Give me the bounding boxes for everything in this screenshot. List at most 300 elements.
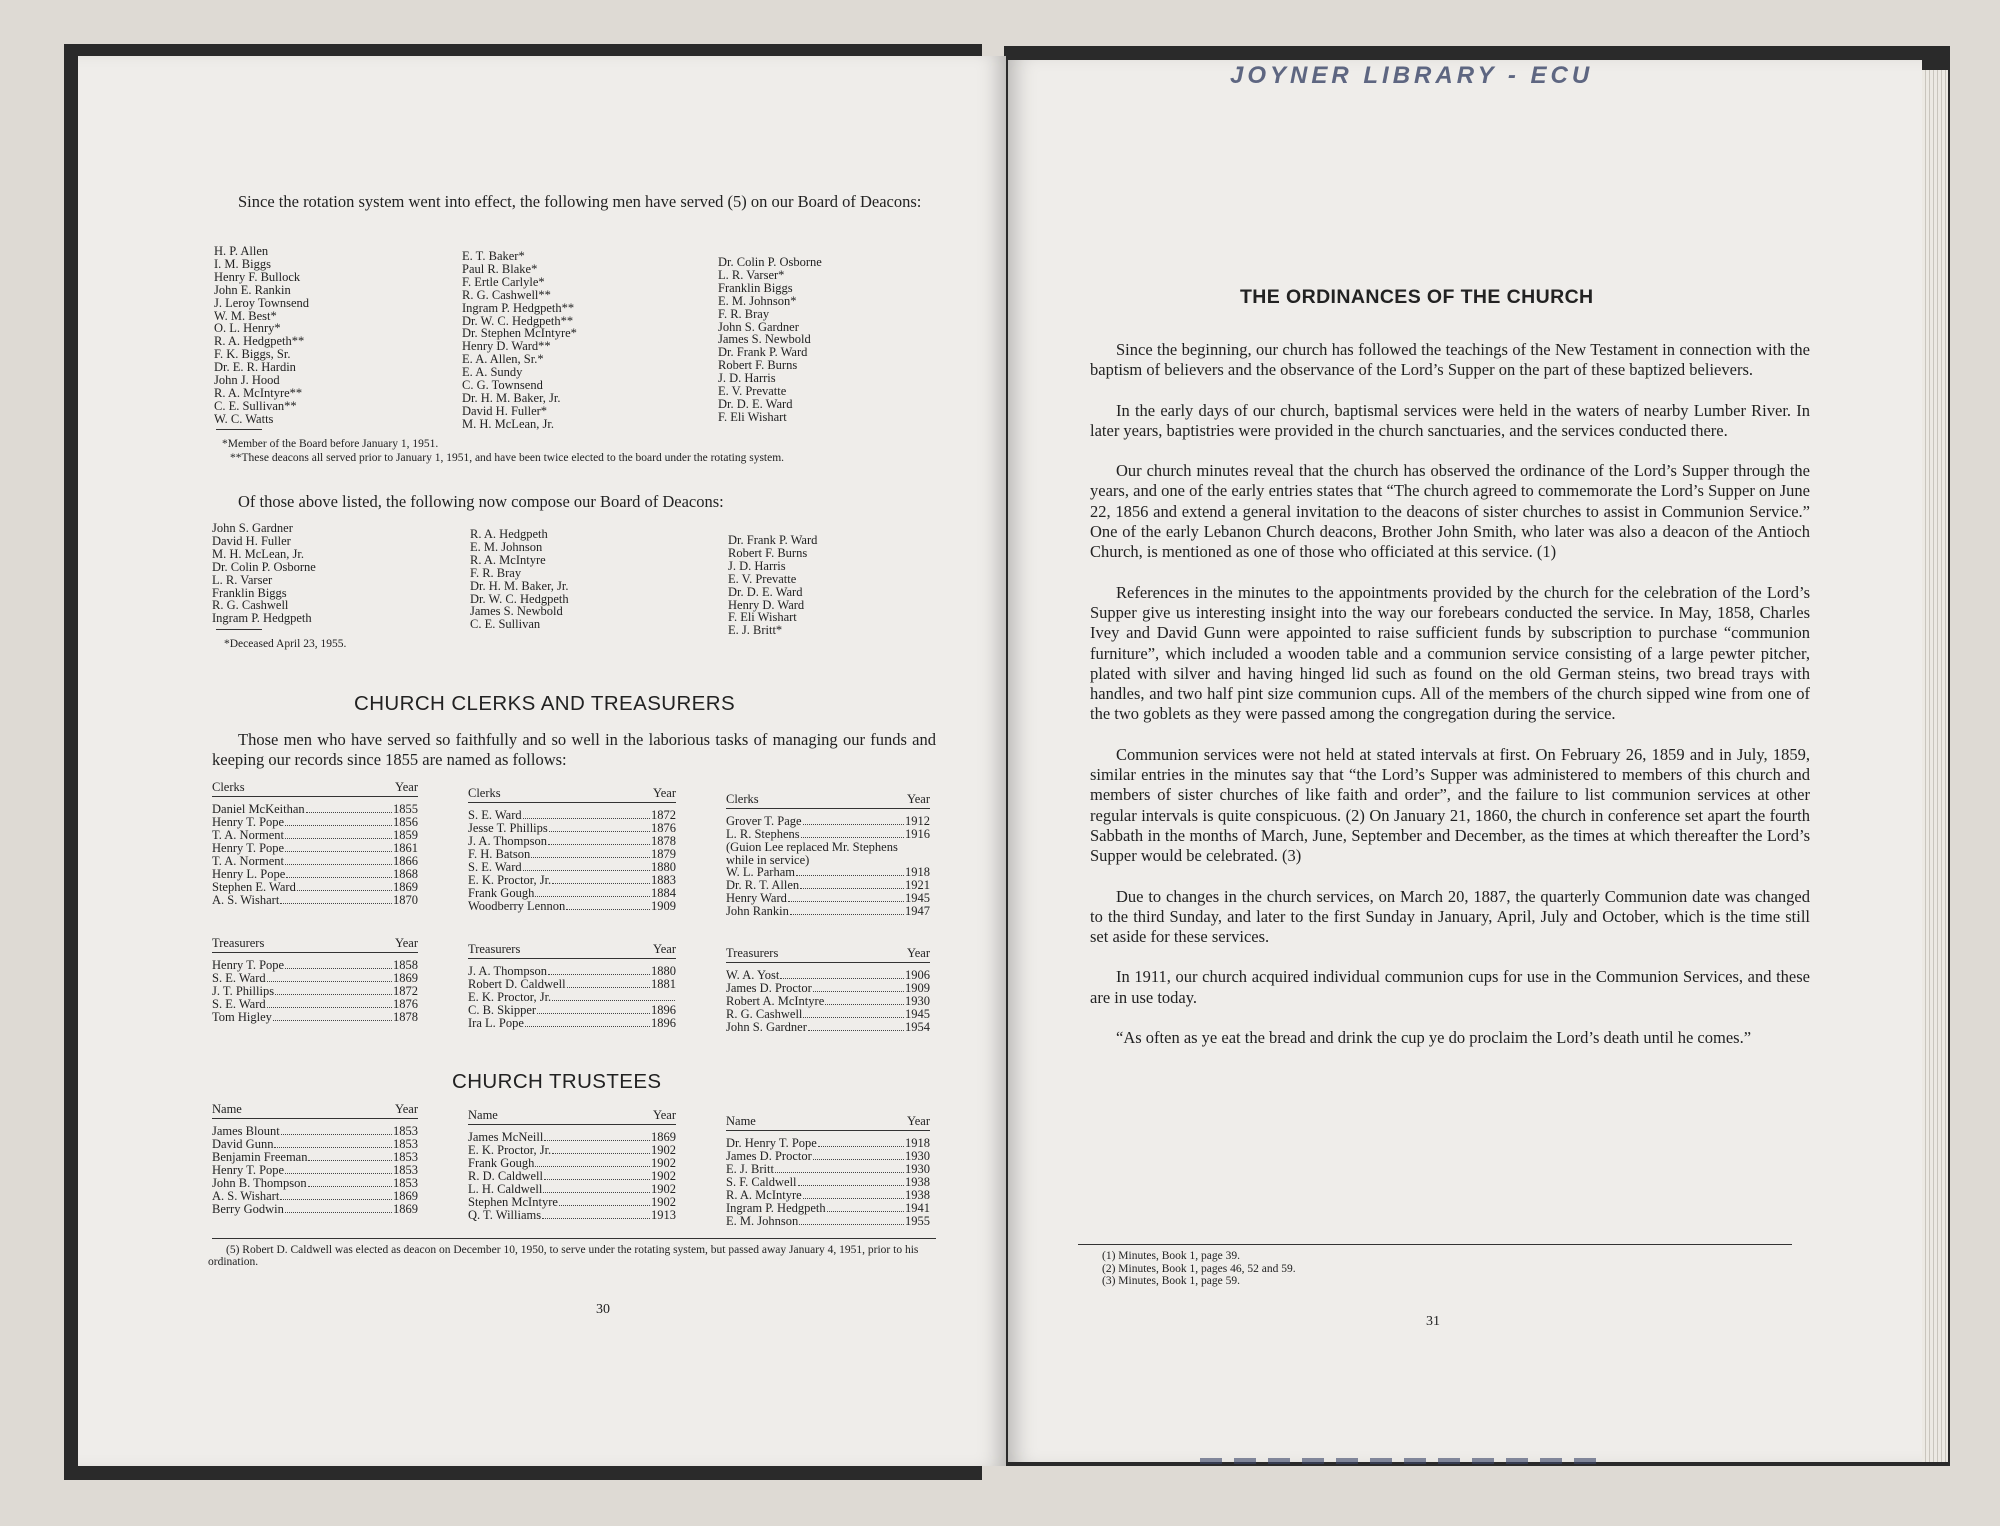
row-year: 1880 — [651, 860, 676, 874]
dot-leader — [275, 994, 392, 995]
row-name: John B. Thompson — [212, 1176, 307, 1190]
header-label: Name — [212, 1102, 242, 1116]
dot-leader — [544, 1179, 650, 1180]
name-entry: R. A. McIntyre — [470, 552, 546, 567]
dot-leader — [297, 890, 392, 891]
row-year: 1902 — [651, 1169, 676, 1183]
table-row — [468, 1017, 676, 1030]
name-entry: James S. Newbold — [718, 332, 811, 347]
dot-leader — [285, 825, 392, 826]
dot-leader — [267, 1007, 392, 1008]
dot-leader — [559, 1205, 650, 1206]
name-entry: E. J. Britt* — [728, 623, 783, 638]
header-label: Clerks — [726, 792, 759, 806]
table-row — [212, 1203, 418, 1216]
header-label: Name — [468, 1108, 498, 1122]
row-name: R. D. Caldwell — [468, 1169, 543, 1183]
dot-leader — [790, 914, 904, 915]
deacons-col-3 — [718, 256, 822, 424]
row-name: Henry T. Pope — [212, 815, 285, 829]
row-year: 1902 — [651, 1195, 676, 1209]
footnote-1: (1) Minutes, Book 1, page 39. — [1102, 1250, 1240, 1262]
name-entry: David H. Fuller — [212, 533, 291, 548]
row-name: Henry Ward — [726, 891, 787, 906]
row-year: 1902 — [651, 1143, 676, 1157]
row-name: Frank Gough — [468, 886, 535, 900]
row-name: Berry Godwin — [212, 1202, 284, 1216]
row-year: 1869 — [393, 971, 418, 985]
row-name: S. E. Ward — [212, 997, 266, 1011]
row-name: W. L. Parham — [726, 865, 795, 880]
row-name: E. K. Proctor, Jr. — [468, 990, 552, 1004]
row-name: E. M. Johnson — [726, 1214, 799, 1228]
row-year: 1941 — [905, 1201, 930, 1215]
header-label: Treasurers — [212, 936, 265, 950]
table-row — [468, 900, 676, 913]
dot-leader — [552, 1000, 675, 1001]
name-entry: Franklin Biggs — [718, 280, 793, 295]
row-year: 1930 — [905, 1149, 930, 1163]
name-entry: Dr. H. M. Baker, Jr. — [470, 578, 569, 593]
table-header — [726, 946, 930, 963]
table-header — [468, 942, 676, 959]
dot-leader — [549, 831, 650, 832]
row-year: 1955 — [905, 1214, 930, 1228]
name-entry: Dr. Frank P. Ward — [718, 345, 808, 360]
row-name: James D. Proctor — [726, 1149, 812, 1163]
footnote-caldwell: (5) Robert D. Caldwell was elected as deacon on December 10, 1950, to serve under the rotating system, but passed away January 4, 1951, prior to his ordination. — [208, 1244, 919, 1268]
name-entry: Paul R. Blake* — [462, 261, 538, 276]
row-name: David Gunn — [212, 1137, 274, 1151]
row-name: Stephen McIntyre — [468, 1195, 558, 1209]
row-year: 1912 — [905, 814, 930, 828]
name-entry: E. A. Allen, Sr.* — [462, 352, 544, 367]
name-entry: L. R. Varser* — [718, 267, 785, 282]
row-year: 1918 — [905, 1136, 930, 1150]
row-name: James McNeill — [468, 1130, 544, 1144]
row-year: 1856 — [393, 815, 418, 829]
dot-leader — [523, 870, 650, 871]
name-entry: E. V. Prevatte — [718, 384, 787, 399]
dot-leader — [286, 877, 392, 878]
table-row — [726, 1021, 930, 1034]
row-name: C. B. Skipper — [468, 1003, 537, 1017]
dot-leader — [535, 1166, 650, 1167]
trustees-table-2 — [468, 1108, 676, 1222]
table-note: (Guion Lee replaced Mr. Stephens while in service) — [726, 840, 898, 867]
name-entry: Ingram P. Hedgpeth** — [462, 300, 575, 315]
row-year: 1902 — [651, 1182, 676, 1196]
row-name: S. E. Ward — [212, 971, 266, 985]
table-row — [212, 1011, 418, 1024]
row-name: E. J. Britt — [726, 1162, 774, 1176]
trustees-table-3 — [726, 1114, 930, 1228]
row-name: T. A. Norment — [212, 854, 284, 868]
header-year: Year — [906, 792, 930, 806]
notes-rule — [216, 429, 262, 430]
header-label: Name — [726, 1114, 756, 1128]
row-name: Henry T. Pope — [212, 1163, 285, 1177]
name-entry: F. Eli Wishart — [728, 610, 797, 625]
row-name: Ira L. Pope — [468, 1016, 524, 1030]
row-name: Robert D. Caldwell — [468, 977, 566, 991]
name-entry: M. H. McLean, Jr. — [212, 546, 304, 561]
dot-leader — [803, 1198, 904, 1199]
paragraph-8: “As often as ye eat the bread and drink the cup ye do proclaim the Lord’s death until he comes.” — [1116, 1028, 1752, 1048]
deceased-note: *Deceased April 23, 1955. — [224, 638, 347, 650]
row-year: 1916 — [905, 827, 930, 841]
name-entry: H. P. Allen — [214, 244, 269, 258]
row-name: Dr. R. T. Allen — [726, 878, 800, 893]
paragraph-5: Communion services were not held at stated intervals at first. On February 26, 1859 and in July, 1859, similar entries in the minutes say that “the Lord’s Supper was administered to members of this church and members of sister churches of like faith and order”, and the failure to list communion services at other regular intervals is quite conspicuous. (2) On January 21, 1860, the church in conference set apart the fourth Sabbath in the months of March, June, September and December, as the times at which thereafter the Lord’s Supper would be celebrated. (3) — [1090, 744, 1810, 866]
name-entry: Dr. H. M. Baker, Jr. — [462, 390, 561, 405]
trustees-table-1 — [212, 1102, 418, 1216]
name-entry: M. H. McLean, Jr. — [462, 416, 554, 431]
row-name: Grover T. Page — [726, 814, 802, 828]
name-entry: Dr. Stephen McIntyre* — [462, 326, 577, 341]
row-year: 1853 — [393, 1176, 418, 1190]
dot-leader — [567, 987, 650, 988]
paragraph-3: Our church minutes reveal that the church has observed the ordinance of the Lord’s Supper through the years, and one of the early entries states that “The church agreed to commemorate the Lord’s Supper on June 22, 1856 and extend a general invitation to the deacons of sister churches to assist in Communion Service.” One of the early Lebanon Church deacons, Brother John Smith, who later was also a deacon of the Antioch Church, is mentioned as one of those who officiated at this service. (1) — [1090, 461, 1810, 562]
row-name: Frank Gough — [468, 1156, 535, 1170]
name-entry: W. C. Watts — [214, 411, 274, 426]
name-entry: R. A. Hedgpeth** — [214, 334, 305, 349]
row-name: J. A. Thompson — [468, 964, 547, 978]
page-number-30: 30 — [596, 1302, 610, 1317]
footnotes-right — [1102, 1250, 1502, 1288]
row-name: Daniel McKeithan — [212, 802, 305, 816]
current-deacons-intro: Of those above listed, the following now compose our Board of Deacons: — [238, 492, 724, 511]
note-twice-elected: **These deacons all served prior to January 1, 1951, and have been twice elected to the board under the rotating system. — [230, 452, 785, 464]
row-year: 1868 — [393, 867, 418, 881]
name-entry: F. R. Bray — [470, 565, 522, 580]
row-year: 1884 — [651, 886, 676, 900]
row-year: 1853 — [393, 1163, 418, 1177]
table-header — [468, 786, 676, 803]
dot-leader — [775, 1172, 904, 1173]
name-entry: E. M. Johnson — [470, 539, 543, 554]
row-year: 1853 — [393, 1137, 418, 1151]
row-name: S. E. Ward — [468, 808, 522, 822]
dot-leader — [799, 1224, 904, 1225]
trustees-heading: CHURCH TRUSTEES — [452, 1070, 662, 1093]
treasurers-table-3 — [726, 946, 930, 1034]
dot-leader — [285, 968, 392, 969]
row-name: L. H. Caldwell — [468, 1182, 543, 1196]
dot-leader — [803, 1017, 904, 1018]
header-year: Year — [652, 1108, 676, 1122]
dot-leader — [523, 818, 650, 819]
row-year: 1879 — [651, 847, 676, 861]
row-year: 1878 — [393, 1010, 418, 1024]
row-name: Henry L. Pope — [212, 867, 286, 881]
dot-leader — [274, 1147, 392, 1148]
dot-leader — [285, 1212, 392, 1213]
row-year: 1945 — [905, 891, 930, 906]
dot-leader — [525, 1026, 650, 1027]
name-entry: John S. Gardner — [718, 319, 799, 334]
treasurers-table-1 — [212, 936, 418, 1024]
row-name: S. F. Caldwell — [726, 1175, 797, 1189]
name-entry: E. V. Prevatte — [728, 571, 797, 586]
dot-leader — [280, 903, 392, 904]
row-year: 1947 — [905, 904, 930, 919]
footnote-3: (3) Minutes, Book 1, page 59. — [1102, 1275, 1240, 1287]
clerks-table-1 — [212, 780, 418, 907]
row-year: 1880 — [651, 964, 676, 978]
row-year: 1918 — [905, 865, 930, 880]
dot-leader — [813, 991, 904, 992]
header-year: Year — [394, 936, 418, 950]
row-name: A. S. Wishart — [212, 1189, 280, 1203]
row-name: James D. Proctor — [726, 981, 812, 995]
row-year: 1866 — [393, 854, 418, 868]
dot-leader — [803, 824, 904, 825]
dot-leader — [825, 1004, 904, 1005]
row-year: 1876 — [393, 997, 418, 1011]
name-entry: C. G. Townsend — [462, 378, 543, 393]
name-entry: O. L. Henry* — [214, 321, 281, 336]
row-name: John Rankin — [726, 904, 789, 919]
row-name: James Blount — [212, 1124, 280, 1138]
footnote-2: (2) Minutes, Book 1, pages 46, 52 and 59. — [1102, 1262, 1296, 1275]
dot-leader — [552, 1153, 650, 1154]
row-year: 1883 — [651, 873, 676, 887]
row-name: Dr. Henry T. Pope — [726, 1136, 817, 1150]
row-year: 1872 — [393, 984, 418, 998]
name-entry: E. A. Sundy — [462, 365, 523, 380]
name-entry: Franklin Biggs — [212, 585, 287, 600]
name-entry: Dr. D. E. Ward — [718, 396, 793, 411]
dot-leader — [796, 875, 904, 876]
current-deacons-col-3 — [728, 534, 817, 637]
dot-leader — [544, 1140, 650, 1141]
name-entry: Henry D. Ward — [728, 597, 805, 612]
ordinances-heading: THE ORDINANCES OF THE CHURCH — [1240, 286, 1594, 308]
name-entry: R. A. Hedgpeth — [470, 527, 548, 541]
row-year: 1909 — [905, 981, 930, 995]
table-row — [468, 1209, 676, 1222]
row-name: Stephen E. Ward — [212, 880, 296, 894]
dot-leader — [308, 1186, 392, 1187]
deacons-col-2 — [462, 250, 577, 431]
treasurers-table-2 — [468, 942, 676, 1030]
name-entry: Dr. Frank P. Ward — [728, 533, 818, 547]
row-name: J. A. Thompson — [468, 834, 547, 848]
note-member-before: *Member of the Board before January 1, 1951. — [222, 438, 439, 450]
header-year: Year — [906, 1114, 930, 1128]
name-entry: David H. Fuller* — [462, 403, 548, 418]
row-year: 1906 — [905, 968, 930, 982]
row-name: F. H. Batson — [468, 847, 531, 861]
row-year: 1921 — [905, 878, 930, 893]
clerks-treasurers-heading: CHURCH CLERKS AND TREASURERS — [354, 692, 736, 715]
row-year: 1881 — [651, 977, 676, 991]
row-year: 1869 — [393, 1189, 418, 1203]
dot-leader — [267, 981, 392, 982]
header-year: Year — [652, 786, 676, 800]
row-name: Tom Higley — [212, 1010, 272, 1024]
row-year: 1878 — [651, 834, 676, 848]
name-entry: Henry F. Bullock — [214, 269, 301, 284]
footnote-rule-right — [1078, 1244, 1792, 1245]
deacons-intro: Since the rotation system went into effect, the following men have served (5) on our Board of Deacons: — [238, 192, 922, 211]
name-entry: F. R. Bray — [718, 306, 770, 321]
table-header — [726, 1114, 930, 1131]
name-entry: John E. Rankin — [214, 282, 291, 297]
name-entry: E. M. Johnson* — [718, 293, 797, 308]
deceased-rule — [216, 629, 262, 630]
name-entry: John S. Gardner — [212, 521, 293, 535]
row-name: Ingram P. Hedgpeth — [726, 1201, 826, 1215]
dot-leader — [548, 974, 650, 975]
dot-leader — [280, 1199, 392, 1200]
name-entry: I. M. Biggs — [214, 256, 271, 271]
header-year: Year — [394, 1102, 418, 1116]
row-year: 1870 — [393, 893, 418, 907]
name-entry: E. T. Baker* — [462, 249, 525, 263]
header-label: Clerks — [468, 786, 501, 800]
row-year: 1930 — [905, 1162, 930, 1176]
row-name: A. S. Wishart — [212, 893, 280, 907]
paragraph-6: Due to changes in the church services, on March 20, 1887, the quarterly Communion date was changed to the third Sunday, and later to the first Sunday in January, April, July and October, which is the time still set aside for these services. — [1090, 886, 1810, 947]
dot-leader — [308, 1160, 392, 1161]
row-name: T. A. Norment — [212, 828, 284, 842]
name-entry: Dr. Colin P. Osborne — [718, 255, 822, 269]
name-entry: F. Eli Wishart — [718, 409, 787, 424]
current-deacons-col-1 — [212, 522, 316, 625]
dot-leader — [808, 1030, 904, 1031]
dot-leader — [813, 1159, 904, 1160]
name-entry: C. E. Sullivan** — [214, 398, 297, 413]
dot-leader — [548, 844, 650, 845]
name-entry: Dr. E. R. Hardin — [214, 360, 296, 375]
table-row — [726, 905, 930, 918]
name-entry: Dr. D. E. Ward — [728, 584, 803, 599]
row-name: R. G. Cashwell — [726, 1007, 803, 1021]
row-name: Woodberry Lennon — [468, 899, 566, 913]
dot-leader — [537, 1013, 650, 1014]
row-year: 1930 — [905, 994, 930, 1008]
name-entry: J. D. Harris — [718, 371, 776, 386]
dot-leader — [285, 851, 392, 852]
row-year: 1876 — [651, 821, 676, 835]
row-year: 1859 — [393, 828, 418, 842]
name-entry: Ingram P. Hedgpeth — [212, 611, 312, 626]
row-year: 1954 — [905, 1020, 930, 1034]
dot-leader — [285, 1173, 392, 1174]
dot-leader — [788, 901, 904, 902]
row-year: 1853 — [393, 1150, 418, 1164]
library-stamp: JOYNER LIBRARY - ECU — [1230, 62, 1594, 89]
paragraph-2: In the early days of our church, baptismal services were held in the waters of nearby Lumber River. In later years, baptistries were provided in the church sanctuaries, and the services conducted there. — [1090, 400, 1810, 440]
dot-leader — [306, 812, 392, 813]
row-year: 1869 — [393, 1202, 418, 1216]
row-year: 1853 — [393, 1124, 418, 1138]
row-name: E. K. Proctor, Jr. — [468, 1143, 552, 1157]
name-entry: R. A. McIntyre** — [214, 385, 303, 400]
name-entry: John J. Hood — [214, 373, 280, 388]
page-edges — [1918, 70, 1948, 1462]
row-year: 1869 — [651, 1130, 676, 1144]
name-entry: L. R. Varser — [212, 572, 273, 587]
dot-leader — [798, 1185, 904, 1186]
row-name: S. E. Ward — [468, 860, 522, 874]
row-year: 1858 — [393, 958, 418, 972]
row-year: 1861 — [393, 841, 418, 855]
ordinances-body — [1090, 340, 1810, 1048]
name-entry: F. K. Biggs, Sr. — [214, 347, 291, 362]
row-name: Henry T. Pope — [212, 958, 285, 972]
table-row — [212, 894, 418, 907]
dot-leader — [285, 864, 392, 865]
table-header — [212, 780, 418, 797]
row-name: Jesse T. Phillips — [468, 821, 548, 835]
paragraph-4: References in the minutes to the appointments provided by the church for the celebration of the Lord’s Supper give us interesting insight into the way our forebears conducted the service. In May, 1858, Charles Ivey and David Gunn were appointed to raise sufficient funds by subscription to purchase “communion furniture”, which included a wooden table and a communion service consisting of a large pewter pitcher, plated with silver and having hinged lid such as found on the old German steins, two bread trays with handles, and two half pint size communion cups. All of the members of the church sipped wine from one of the two goblets as they were passed among the congregation during the service. — [1090, 582, 1810, 724]
row-name: John S. Gardner — [726, 1020, 807, 1034]
name-entry: James S. Newbold — [470, 604, 563, 619]
name-entry: J. D. Harris — [728, 558, 786, 573]
row-name: J. T. Phillips — [212, 984, 275, 998]
current-deacons-col-2 — [470, 528, 569, 631]
row-year: 1896 — [651, 1016, 676, 1030]
dot-leader — [800, 888, 904, 889]
name-entry: R. G. Cashwell — [212, 598, 289, 613]
header-label: Treasurers — [468, 942, 521, 956]
row-name: Q. T. Williams — [468, 1208, 542, 1222]
paragraph-1: Since the beginning, our church has followed the teachings of the New Testament in connection with the baptism of believers and the observance of the Lord’s Supper on the part of these baptized believers. — [1090, 340, 1810, 380]
row-year: 1938 — [905, 1175, 930, 1189]
dot-leader — [543, 1192, 650, 1193]
header-year: Year — [652, 942, 676, 956]
dot-leader — [281, 1134, 392, 1135]
row-year: 1869 — [393, 880, 418, 894]
dot-leader — [827, 1211, 904, 1212]
row-name: R. A. McIntyre — [726, 1188, 802, 1202]
name-entry: W. M. Best* — [214, 308, 277, 323]
row-name: E. K. Proctor, Jr. — [468, 873, 552, 887]
row-year: 1909 — [651, 899, 676, 913]
clerks-table-3 — [726, 792, 930, 918]
dot-leader — [801, 837, 904, 838]
dot-leader — [818, 1146, 904, 1147]
dot-leader — [535, 896, 650, 897]
row-name: W. A. Yost — [726, 968, 780, 982]
row-year: 1945 — [905, 1007, 930, 1021]
table-header — [212, 936, 418, 953]
header-year: Year — [394, 780, 418, 794]
name-entry: Henry D. Ward** — [462, 339, 551, 354]
name-entry: Robert F. Burns — [718, 358, 798, 373]
table-header — [212, 1102, 418, 1119]
dot-leader — [780, 978, 904, 979]
name-entry: Dr. W. C. Hedgpeth** — [462, 313, 574, 328]
name-entry: J. Leroy Townsend — [214, 295, 310, 310]
header-label: Clerks — [212, 780, 245, 794]
dot-leader — [285, 838, 392, 839]
table-header — [726, 792, 930, 809]
name-entry: R. G. Cashwell** — [462, 287, 551, 302]
row-year: 1938 — [905, 1188, 930, 1202]
row-year: 1902 — [651, 1156, 676, 1170]
page-number-31: 31 — [1426, 1314, 1440, 1329]
row-name: Benjamin Freeman — [212, 1150, 308, 1164]
row-name: Robert A. McIntyre — [726, 994, 825, 1008]
dot-leader — [552, 883, 650, 884]
name-entry: Dr. Colin P. Osborne — [212, 559, 316, 574]
name-entry: F. Ertle Carlyle* — [462, 274, 545, 289]
library-stamp-bottom — [1200, 1458, 1600, 1464]
